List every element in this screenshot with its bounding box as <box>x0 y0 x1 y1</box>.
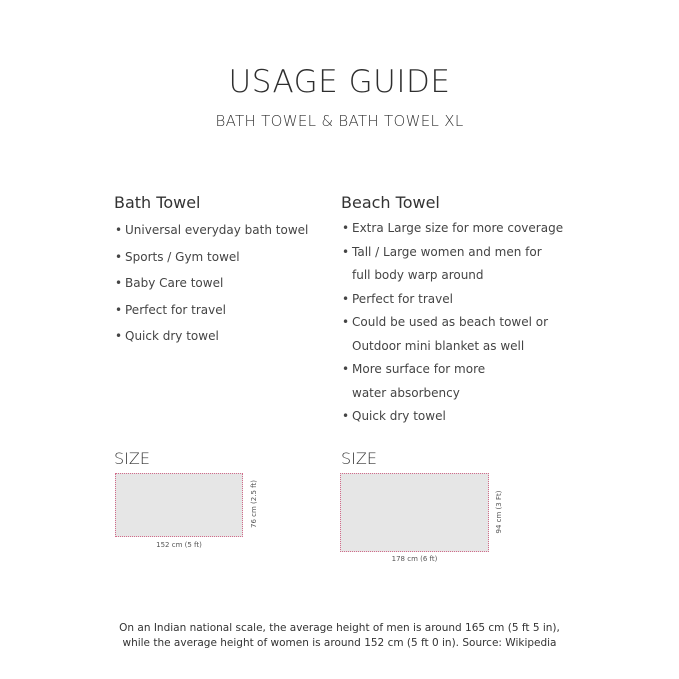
bullet-icon: • <box>342 315 350 329</box>
bath-towel-column <box>114 193 308 350</box>
bath-towel-height-label: 76 cm (2.5 ft) <box>250 480 258 528</box>
feature-text: Universal everyday bath towel <box>125 223 309 237</box>
feature-text: More surface for more <box>352 362 486 376</box>
beach-towel-size-swatch <box>340 473 489 552</box>
bullet-icon: • <box>342 244 350 259</box>
feature-text: Baby Care towel <box>125 276 224 291</box>
beach-towel-feature-list <box>341 217 563 429</box>
bullet-icon: • <box>115 223 123 237</box>
feature-item <box>341 288 563 312</box>
feature-text: Sports / Gym towel <box>125 249 240 264</box>
feature-text: full body warp around <box>352 268 484 282</box>
bullet-icon: • <box>342 409 350 423</box>
feature-item <box>114 323 308 350</box>
footnote <box>0 621 679 651</box>
feature-item <box>114 217 308 244</box>
feature-item <box>341 241 563 288</box>
footnote-line-1: On an Indian national scale, the average height of men is around 165 cm (5 ft 5 in), <box>119 622 560 634</box>
feature-text: Could be used as beach towel or <box>352 315 549 329</box>
bullet-icon: • <box>342 221 350 235</box>
feature-text: Quick dry towel <box>352 409 446 423</box>
bullet-icon: • <box>115 329 123 344</box>
bath-towel-feature-list <box>114 217 308 350</box>
page-subtitle: BATH TOWEL & BATH TOWEL XL <box>215 112 464 130</box>
feature-text: Quick dry towel <box>125 329 219 344</box>
footnote-line-2: while the average height of women is around 152 cm (5 ft 0 in). Source: Wikipedia <box>122 637 557 649</box>
feature-item <box>341 311 563 358</box>
bath-towel-size-swatch <box>115 473 243 537</box>
page-title: USAGE GUIDE <box>228 64 451 100</box>
bullet-icon: • <box>342 291 350 306</box>
feature-item <box>341 405 563 429</box>
feature-text: Tall / Large women and men for <box>352 244 542 259</box>
bullet-icon: • <box>115 302 123 317</box>
feature-item <box>114 244 308 271</box>
bath-towel-heading: Bath Towel <box>114 193 201 212</box>
feature-item <box>341 217 563 241</box>
beach-towel-height-label: 94 cm (3 Ft) <box>495 490 503 534</box>
beach-towel-heading: Beach Towel <box>341 193 440 212</box>
feature-text: Perfect for travel <box>352 291 453 306</box>
bath-towel-width-label: 152 cm (5 ft) <box>156 541 202 549</box>
bullet-icon: • <box>342 362 350 376</box>
feature-text: Outdoor mini blanket as well <box>352 338 525 353</box>
feature-text: water absorbency <box>352 385 460 400</box>
feature-text: Perfect for travel <box>125 302 226 317</box>
feature-text: Extra Large size for more coverage <box>352 221 564 235</box>
beach-towel-column <box>341 193 563 429</box>
feature-item <box>114 297 308 324</box>
beach-towel-size-label: SIZE <box>341 449 377 468</box>
beach-towel-width-label: 178 cm (6 ft) <box>391 555 438 563</box>
feature-item <box>341 358 563 405</box>
bullet-icon: • <box>115 276 123 291</box>
feature-item <box>114 270 308 297</box>
bath-towel-size-label: SIZE <box>114 449 150 468</box>
bullet-icon: • <box>115 249 123 264</box>
